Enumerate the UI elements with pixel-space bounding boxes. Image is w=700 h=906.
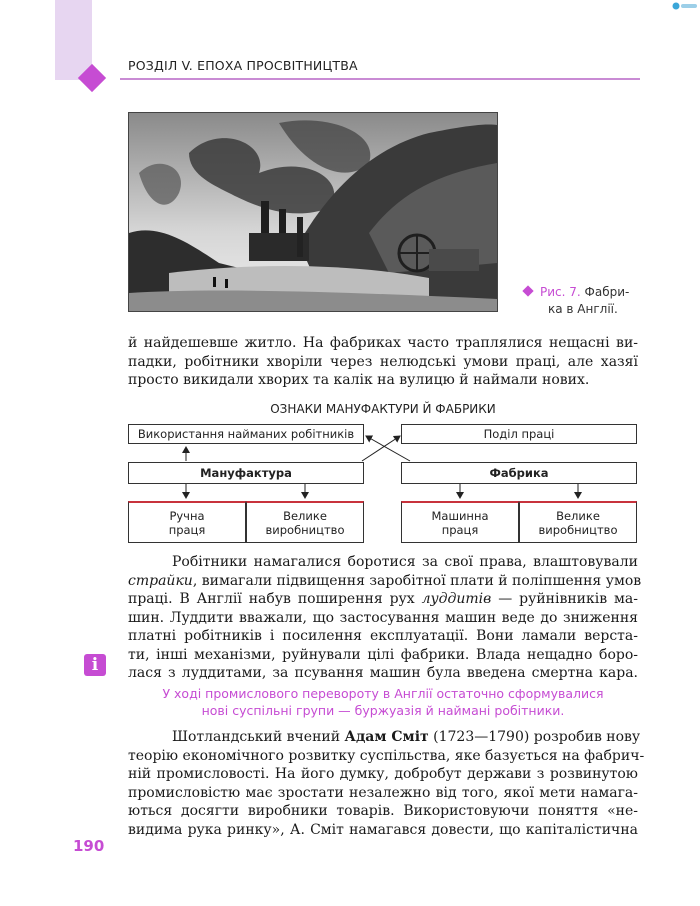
scheme-box-text: Велике — [283, 508, 327, 523]
paragraph-3-line: ються досягти виробники товарів. Використовуючи поняття «не- — [128, 803, 638, 819]
paragraph-2-line: ти, інші механізми, руйнували цілі фабрики. Влада нещадно боро- — [128, 646, 638, 663]
scheme-box-text: праця — [168, 522, 206, 537]
paragraph-1-line: падки, робітники хворіли через нелюдські умови праці, але хазяї — [128, 353, 638, 370]
paragraph-2-text: , вимагали підвищення заробітної плати й поліпшення умов — [192, 572, 642, 589]
scheme-box-text: виробництво — [538, 522, 618, 537]
key-conclusion — [128, 685, 638, 719]
page-number: 190 — [73, 837, 105, 855]
figure-label: Рис. 7. — [540, 285, 581, 299]
paragraph-3-line: ній промисловості. На його думку, добробут держави з розвинутою — [128, 766, 638, 782]
scheme-box-hired-workers: Використання найманих робітників — [128, 424, 364, 444]
caption-text-1: Фабри- — [584, 285, 630, 299]
factory-illustration — [128, 112, 498, 312]
paragraph-2-line — [128, 572, 642, 591]
caption-diamond-icon — [522, 285, 533, 296]
factory-engraving — [129, 113, 497, 311]
scheme-box-large-production-factory — [519, 501, 637, 543]
paragraph-2-line: лася з луддитами, за псування машин була введена смертна кара. — [128, 665, 638, 681]
scheme-box-factory: Фабрика — [401, 462, 637, 484]
scheme-box-text: Ручна — [169, 508, 205, 523]
publisher-logo-icon — [672, 2, 698, 10]
paragraph-3-line: теорію економічного розвитку суспільства, яке базується на фабрич- — [128, 747, 645, 764]
paragraph-2-text: — руйнівників ма- — [491, 591, 638, 607]
key-conclusion-line: нові суспільні групи — буржуазія й наймані робітники. — [201, 703, 565, 718]
paragraph-3-line: промисловістю має зростати незалежно від того, якої мети намага- — [128, 784, 638, 801]
paragraph-2-text: праці. В Англії набув поширення рух — [128, 591, 422, 607]
paragraph-3 — [128, 728, 645, 839]
scheme-box-large-production — [246, 501, 364, 543]
scheme-box-machine-labor — [401, 501, 519, 543]
scheme-box-text: виробництво — [265, 522, 345, 537]
scheme-box-text: праця — [441, 522, 479, 537]
figure-caption — [524, 284, 644, 318]
name-adam-smith: Адам Сміт — [344, 729, 429, 745]
paragraph-2 — [128, 553, 642, 683]
caption-text-2: ка в Англії. — [548, 302, 618, 316]
paragraph-1 — [128, 334, 638, 390]
paragraph-3-text: Шотландський вчений — [172, 729, 345, 745]
key-conclusion-line: У ході промислового перевороту в Англії остаточно сформувалися — [162, 686, 604, 701]
term-luddites: луддитів — [421, 591, 492, 607]
info-icon: i — [84, 654, 106, 676]
scheme-box-manual-labor — [128, 501, 246, 543]
paragraph-2-line — [128, 590, 638, 609]
scheme-box-text: Велике — [556, 508, 600, 523]
paragraph-1-line: просто викидали хворих та калік на вулицю й наймали нових. — [128, 372, 590, 388]
scheme-box-text: Машинна — [431, 508, 489, 523]
paragraph-2-line: платні робітників і посилення експлуатації. Вони ламали верста- — [128, 628, 638, 644]
paragraph-1-line: й найдешевше житло. На фабриках часто траплялися нещасні ви- — [128, 335, 638, 351]
scheme-box-manufactory: Мануфактура — [128, 462, 364, 484]
chapter-title: РОЗДІЛ V. ЕПОХА ПРОСВІТНИЦТВА — [128, 58, 358, 73]
paragraph-2-line: Робітники намагалися боротися за свої права, влаштовували — [172, 554, 638, 570]
paragraph-3-line: видима рука ринку», А. Сміт намагався довести, що капіталістична — [128, 821, 638, 838]
term-strikes: страйки — [128, 572, 193, 589]
scheme-box-division-of-labor: Поділ праці — [401, 424, 637, 444]
scheme-title: ОЗНАКИ МАНУФАКТУРИ Й ФАБРИКИ — [270, 402, 496, 416]
header-rule — [120, 78, 640, 80]
paragraph-3-text: (1723—1790) розробив нову — [428, 729, 641, 745]
paragraph-3-line — [128, 728, 641, 747]
paragraph-2-line: шин. Луддити вважали, що застосування машин веде до зниження — [128, 609, 638, 626]
